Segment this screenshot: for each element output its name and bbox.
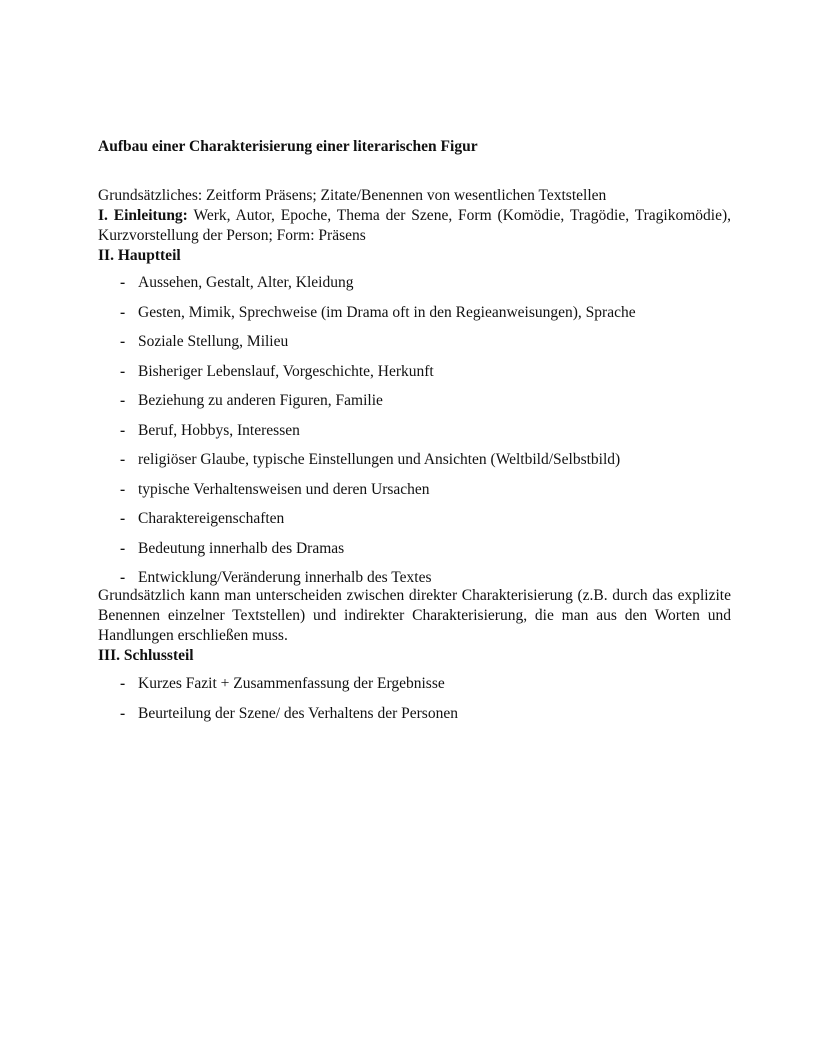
- list-item: [120, 330, 636, 360]
- list-item-text: religiöser Glaube, typische Einstellungen und Ansichten (Weltbild/Selbstbild): [138, 451, 621, 468]
- einleitung-paragraph: [98, 206, 731, 246]
- list-item-text: Charaktereigenschaften: [138, 510, 285, 527]
- list-item-text: Beziehung zu anderen Figuren, Familie: [138, 392, 383, 409]
- list-item: [120, 478, 636, 508]
- list-item-text: Entwicklung/Veränderung innerhalb des Textes: [138, 569, 432, 586]
- hauptteil-list: [120, 271, 636, 596]
- list-item-text: Soziale Stellung, Milieu: [138, 333, 289, 350]
- bullet-dash: -: [120, 704, 126, 722]
- list-item-text: Gesten, Mimik, Sprechweise (im Drama oft in den Regieanweisungen), Sprache: [138, 303, 636, 321]
- schlussteil-heading: III. Schlussteil: [98, 647, 194, 664]
- einleitung-label: I. Einleitung:: [98, 207, 188, 224]
- list-item-text: Bisheriger Lebenslauf, Vorgeschichte, Herkunft: [138, 362, 434, 380]
- bullet-dash: -: [120, 303, 126, 321]
- list-item: [120, 448, 636, 478]
- bullet-dash: -: [120, 421, 126, 439]
- list-item: [120, 507, 636, 537]
- intro-section: [98, 186, 731, 266]
- list-item: [120, 419, 636, 449]
- document-title: Aufbau einer Charakterisierung einer literarischen Figur: [98, 138, 478, 155]
- list-item-text: Aussehen, Gestalt, Alter, Kleidung: [138, 274, 354, 291]
- list-item-text: Beurteilung der Szene/ des Verhaltens der Personen: [138, 704, 458, 722]
- bullet-dash: -: [120, 392, 126, 409]
- hauptteil-heading: II. Hauptteil: [98, 247, 181, 264]
- list-item: [120, 389, 636, 419]
- bullet-dash: -: [120, 539, 126, 557]
- grundsaetzliches-line: Grundsätzliches: Zeitform Präsens; Zitate/Benennen von wesentlichen Textstellen: [98, 187, 607, 204]
- list-item: [120, 702, 458, 732]
- bullet-dash: -: [120, 362, 126, 380]
- list-item: [120, 271, 636, 301]
- list-item-text: typische Verhaltensweisen und deren Ursachen: [138, 480, 430, 498]
- list-item-text: Bedeutung innerhalb des Dramas: [138, 539, 345, 557]
- list-item: [120, 360, 636, 390]
- bullet-dash: -: [120, 333, 126, 350]
- list-item-text: Beruf, Hobbys, Interessen: [138, 421, 300, 439]
- list-item: [120, 672, 458, 702]
- schluss-section: [98, 586, 731, 666]
- list-item: [120, 301, 636, 331]
- bullet-dash: -: [120, 480, 126, 498]
- schlussteil-list: [120, 672, 458, 731]
- bullet-dash: -: [120, 675, 126, 692]
- bullet-dash: -: [120, 510, 126, 527]
- bullet-dash: -: [120, 274, 126, 291]
- bullet-dash: -: [120, 569, 126, 586]
- list-item: [120, 537, 636, 567]
- list-item-text: Kurzes Fazit + Zusammenfassung der Ergebnisse: [138, 675, 445, 692]
- grundsaetzlich-paragraph: Grundsätzlich kann man unterscheiden zwischen direkter Charakterisierung (z.B. durch das explizite Benennen einzelner Textstellen) und indirekter Charakterisierung, die man aus den Worten und Handlungen erschließen muss.: [98, 587, 731, 644]
- einleitung-text: Werk, Autor, Epoche, Thema der Szene, Form (Komödie, Tragödie, Tragikomödie), Kurzvorstellung der Person; Form: Präsens: [98, 207, 731, 244]
- bullet-dash: -: [120, 451, 126, 468]
